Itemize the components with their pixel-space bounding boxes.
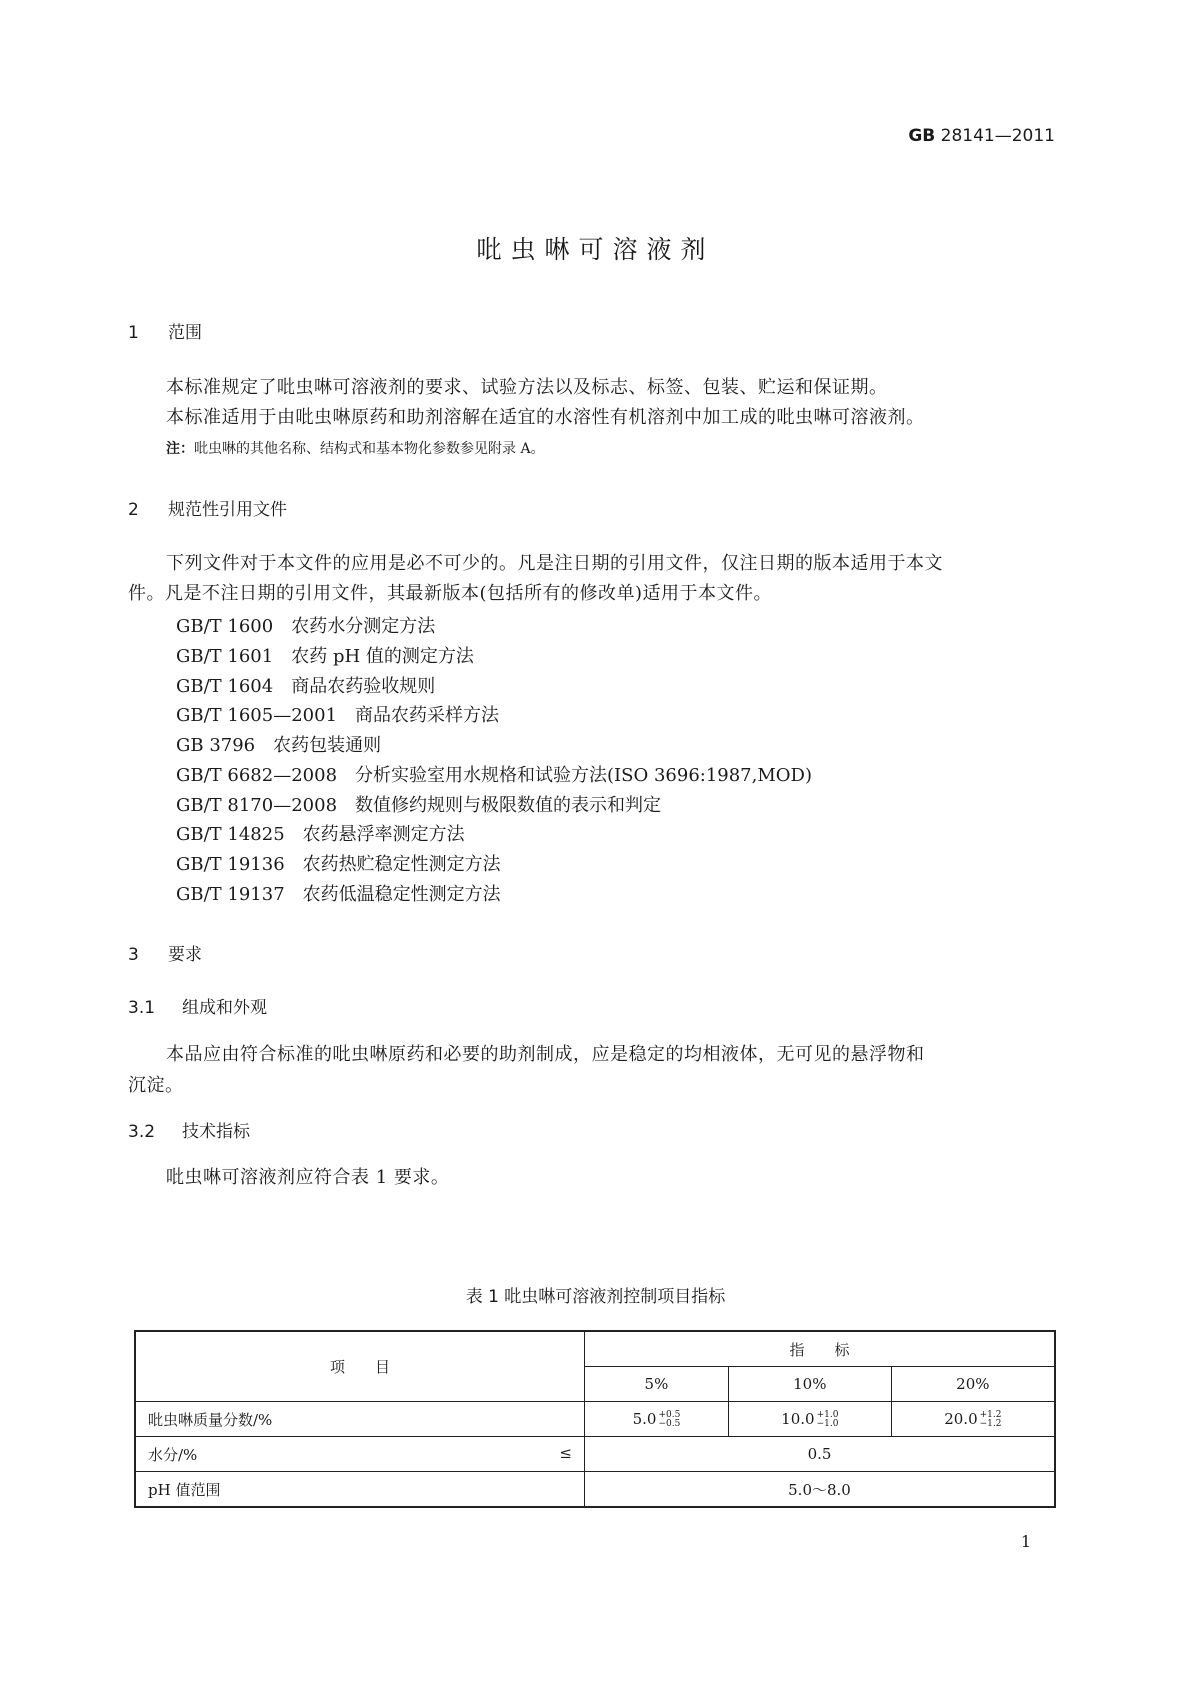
section-1-note: [166, 438, 545, 458]
standard-code: [908, 126, 1055, 146]
section-3-2-text: 吡虫啉可溶液剂应符合表 1 要求。: [166, 1167, 450, 1188]
reference-item: GB/T 6682—2008 分析实验室用水规格和试验方法(ISO 3696:1987,MOD): [176, 765, 813, 786]
section-2-intro-line-2: 件。凡是不注日期的引用文件，其最新版本(包括所有的修改单)适用于本文件。: [128, 583, 773, 604]
header-spec: 指 标: [585, 1331, 1056, 1367]
header-conc: 10%: [728, 1367, 891, 1402]
note-text: 吡虫啉的其他名称、结构式和基本物化参数参见附录 A。: [194, 441, 545, 457]
reference-item: GB/T 8170—2008 数值修约规则与极限数值的表示和判定: [176, 795, 662, 816]
section-1-paragraph-1: 本标准规定了吡虫啉可溶液剂的要求、试验方法以及标志、标签、包装、贮运和保证期。: [166, 377, 888, 398]
section-3-1-line-1: 本品应由符合标准的吡虫啉原药和必要的助剂制成，应是稳定的均相液体，无可见的悬浮物和: [166, 1044, 925, 1065]
section-3-2-heading: 3.2 技术指标: [128, 1122, 250, 1142]
spec-table: [134, 1330, 1056, 1508]
section-2-heading: 2 规范性引用文件: [128, 500, 287, 520]
reference-item: GB/T 14825 农药悬浮率测定方法: [176, 824, 465, 845]
row-label: 吡虫啉质量分数/%: [135, 1402, 585, 1437]
header-item: 项 目: [135, 1331, 585, 1402]
reference-item: GB/T 1601 农药 pH 值的测定方法: [176, 646, 474, 667]
value-cell: 5.0～8.0: [585, 1472, 1056, 1508]
section-3-heading: 3 要求: [128, 945, 202, 965]
section-3-1-heading: 3.1 组成和外观: [128, 998, 267, 1018]
page-number: 1: [1020, 1532, 1031, 1551]
section-1-heading: 1 范围: [128, 323, 202, 343]
reference-item: GB/T 19136 农药热贮稳定性测定方法: [176, 854, 501, 875]
value-cell: 10.0 +1.0 −1.0: [728, 1402, 891, 1437]
reference-item: GB/T 1600 农药水分测定方法: [176, 616, 436, 637]
reference-item: GB/T 1605—2001 商品农药采样方法: [176, 705, 500, 726]
value-cell: 20.0 +1.2 −1.2: [891, 1402, 1055, 1437]
row-label: 水分/% ≤: [135, 1437, 585, 1472]
reference-item: GB/T 19137 农药低温稳定性测定方法: [176, 884, 501, 905]
row-label: pH 值范围: [135, 1472, 585, 1508]
note-label: 注：: [166, 441, 194, 457]
table-caption: 表 1 吡虫啉可溶液剂控制项目指标: [465, 1287, 726, 1307]
table-row: [135, 1402, 1055, 1437]
section-2-intro-line-1: 下列文件对于本文件的应用是必不可少的。凡是注日期的引用文件，仅注日期的版本适用于本文: [166, 553, 943, 574]
reference-item: GB/T 1604 商品农药验收规则: [176, 676, 436, 697]
table-row: [135, 1472, 1055, 1508]
reference-item: GB 3796 农药包装通则: [176, 735, 382, 756]
standard-prefix: GB: [908, 126, 936, 146]
standard-number: 28141—2011: [940, 126, 1055, 146]
header-conc: 20%: [891, 1367, 1055, 1402]
page-title: 吡虫啉可溶液剂: [476, 235, 715, 264]
section-3-1-line-2: 沉淀。: [128, 1075, 184, 1096]
less-equal-symbol: ≤: [559, 1443, 572, 1462]
value-cell: 5.0 +0.5 −0.5: [585, 1402, 729, 1437]
value-cell: 0.5: [585, 1437, 1056, 1472]
header-conc: 5%: [585, 1367, 729, 1402]
table-row: [135, 1437, 1055, 1472]
section-1-paragraph-2: 本标准适用于由吡虫啉原药和助剂溶解在适宜的水溶性有机溶剂中加工成的吡虫啉可溶液剂。: [166, 407, 925, 428]
